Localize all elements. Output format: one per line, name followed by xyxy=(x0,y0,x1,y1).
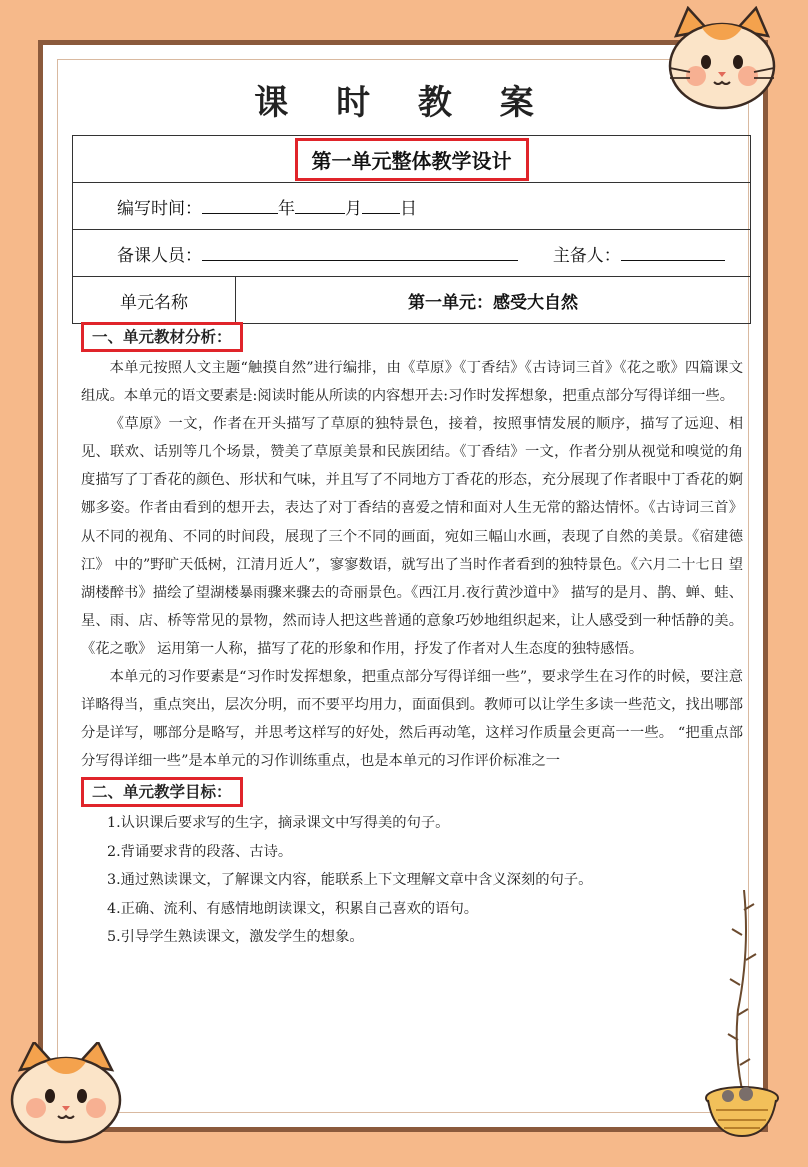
lead-blank[interactable] xyxy=(621,244,725,261)
year-label: 年 xyxy=(278,198,295,219)
goal-item: 5.引导学生熟读课文，激发学生的想象。 xyxy=(107,929,364,946)
day-label: 日 xyxy=(400,198,417,219)
branch-decoration xyxy=(724,890,764,1090)
row-unit-design-title xyxy=(73,136,751,183)
goal-item: 2.背诵要求背的段落、古诗。 xyxy=(107,843,293,860)
preparer-blank[interactable] xyxy=(202,244,518,261)
year-blank[interactable] xyxy=(202,197,278,214)
goal-item: 4.正确、流利、有感情地朗读课文，积累自己喜欢的语句。 xyxy=(107,900,479,917)
month-blank[interactable] xyxy=(295,197,345,214)
unit-design-title: 第一单元整体教学设计 xyxy=(295,138,529,181)
cat-face-icon xyxy=(662,6,782,114)
preparer-label: 备课人员： xyxy=(117,245,202,266)
goal-item: 1.认识课后要求写的生字，摘录课文中写得美的句子。 xyxy=(107,815,450,832)
lesson-content xyxy=(81,320,743,952)
cat-face-icon xyxy=(4,1042,128,1146)
row-unit-name xyxy=(73,277,751,324)
goals-list xyxy=(81,809,743,952)
basket-decoration xyxy=(702,1084,782,1140)
month-label: 月 xyxy=(345,198,362,219)
unit-name-label: 单元名称 xyxy=(120,292,188,313)
page-title: 课 时 教 案 xyxy=(254,83,552,123)
day-blank[interactable] xyxy=(362,197,400,214)
lesson-form-table xyxy=(72,135,751,324)
unit-name-value: 第一单元：感受大自然 xyxy=(408,292,578,313)
section1-heading: 一、单元教材分析： xyxy=(81,322,243,352)
section2-heading: 二、单元教学目标： xyxy=(81,777,243,807)
row-preparer xyxy=(73,230,751,277)
row-write-time xyxy=(73,183,751,230)
section1-paragraph-3: 本单元的习作要素是“习作时发挥想象，把重点部分写得详细一些”，要求学生在习作的时候，要注意详略得当，重点突出，层次分明，而不要平均用力，面面俱到。教师可以让学生多读一些范文，找出哪部分是详写，哪部分是略写，并思考这样写的好处，然后再动笔，这样习作质量会更高一一些。 “把重点部分写得详细一些”是本单元的习作训练重点，也是本单元的习作评价标准之一 xyxy=(81,669,743,770)
section1-paragraph-1: 本单元按照人文主题“触摸自然”进行编排，由《草原》《丁香结》《古诗词三首》《花之歌》四篇课文组成。本单元的语文要素是:阅读时能从所读的内容想开去:习作时发挥想象，把重点部分写得详细一些。 xyxy=(81,360,743,405)
lead-label: 主备人： xyxy=(552,245,621,266)
section1-paragraph-2: 《草原》一文，作者在开头描写了草原的独特景色，接着，按照事情发展的顺序，描写了远迎、相见、联欢、话别等几个场景，赞美了草原美景和民族团结。《丁香结》一文，作者分别从视觉和嗅觉的角度描写了丁香花的颜色、形状和气味，并且写了不同地方丁香花的形态，充分展现了作者眼中丁香花的婀娜多姿。作者由看到的想开去，表达了对丁香结的喜爱之情和面对人生无常的豁达情怀。《古诗词三首》从不同的视角、不同的时间段，展现了三个不同的画面，宛如三幅山水画，表现了自然的美景。《宿建德江》 中的”野旷天低树，江清月近人”，寥寥数语，就写出了当时作者看到的独特景色。《六月二十七日 望湖楼醉书》描绘了望湖楼暴雨骤来骤去的奇丽景色。《西江月.夜行黄沙道中》 描写的是月、鹊、蝉、蛙、星、雨、店、桥等常见的景物，然而诗人把这些普通的意象巧妙地组织起来，让人感受到一种恬静的美。《花之歌》 运用第一人称，描写了花的形象和作用，抒发了作者对人生态度的独特感悟。 xyxy=(81,416,743,657)
lesson-plan-page xyxy=(38,40,768,1132)
write-time-label: 编写时间： xyxy=(117,198,202,219)
goal-item: 3.通过熟读课文，了解课文内容，能联系上下文理解文章中含义深刻的句子。 xyxy=(107,872,593,889)
